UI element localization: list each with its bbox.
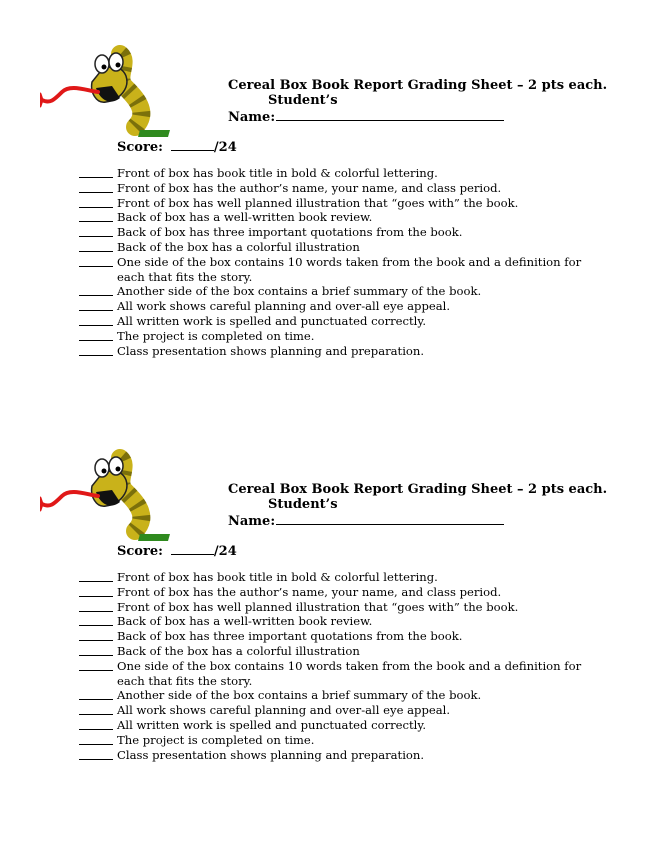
points-blank[interactable] — [79, 181, 113, 193]
score-field[interactable] — [117, 138, 237, 155]
score-label: Score: — [117, 544, 163, 559]
name-label: Name: — [228, 514, 276, 529]
student-label: Student’s — [268, 497, 338, 512]
criteria-item: The project is completed on time. — [79, 329, 599, 344]
score-total: /24 — [213, 140, 237, 155]
criteria-item: Front of box has book title in bold & colorful lettering. — [79, 570, 599, 585]
criteria-item: Back of box has a well-written book review. — [79, 210, 599, 225]
student-label: Student’s — [268, 93, 338, 108]
criteria-item: Another side of the box contains a brief summary of the book. — [79, 688, 599, 703]
points-blank[interactable] — [79, 703, 113, 715]
points-blank[interactable] — [79, 299, 113, 311]
points-blank[interactable] — [79, 748, 113, 760]
points-blank[interactable] — [79, 210, 113, 222]
criteria-item: Back of the box has a colorful illustration — [79, 240, 599, 255]
points-blank[interactable] — [79, 659, 113, 671]
criteria-item: Front of box has well planned illustration that “goes with” the book. — [79, 196, 599, 211]
points-blank[interactable] — [79, 570, 113, 582]
score-field[interactable] — [117, 542, 237, 559]
points-blank[interactable] — [79, 614, 113, 626]
criteria-item: All written work is spelled and punctuated correctly. — [79, 718, 599, 733]
points-blank[interactable] — [79, 585, 113, 597]
criteria-list — [79, 570, 599, 762]
criteria-item: Back of box has three important quotations from the book. — [79, 629, 599, 644]
criteria-item: The project is completed on time. — [79, 733, 599, 748]
criteria-item: All written work is spelled and punctuated correctly. — [79, 314, 599, 329]
criteria-list — [79, 166, 599, 358]
grading-sheet — [0, 0, 663, 400]
score-label: Score: — [117, 140, 163, 155]
criteria-item: Another side of the box contains a brief summary of the book. — [79, 284, 599, 299]
worm-mascot-icon — [40, 42, 190, 142]
name-field[interactable] — [228, 108, 504, 125]
score-blank[interactable] — [171, 542, 214, 555]
criteria-item: One side of the box contains 10 words taken from the book and a definition for each that fits the story. — [79, 255, 599, 285]
grading-sheet — [0, 404, 663, 804]
criteria-item: All work shows careful planning and over-all eye appeal. — [79, 299, 599, 314]
points-blank[interactable] — [79, 733, 113, 745]
points-blank[interactable] — [79, 688, 113, 700]
criteria-item: Back of box has a well-written book review. — [79, 614, 599, 629]
points-blank[interactable] — [79, 629, 113, 641]
points-blank[interactable] — [79, 225, 113, 237]
criteria-item: One side of the box contains 10 words taken from the book and a definition for each that fits the story. — [79, 659, 599, 689]
name-field[interactable] — [228, 512, 504, 529]
criteria-item: All work shows careful planning and over-all eye appeal. — [79, 703, 599, 718]
points-blank[interactable] — [79, 644, 113, 656]
sheet-title: Cereal Box Book Report Grading Sheet – 2 pts each. — [228, 78, 608, 93]
criteria-item: Front of box has well planned illustration that “goes with” the book. — [79, 600, 599, 615]
sheet-title: Cereal Box Book Report Grading Sheet – 2 pts each. — [228, 482, 608, 497]
name-blank[interactable] — [276, 512, 504, 525]
points-blank[interactable] — [79, 240, 113, 252]
name-label: Name: — [228, 110, 276, 125]
name-blank[interactable] — [276, 108, 504, 121]
points-blank[interactable] — [79, 166, 113, 178]
points-blank[interactable] — [79, 314, 113, 326]
points-blank[interactable] — [79, 255, 113, 267]
criteria-item: Back of the box has a colorful illustration — [79, 644, 599, 659]
criteria-item: Front of box has the author’s name, your name, and class period. — [79, 181, 599, 196]
score-total: /24 — [213, 544, 237, 559]
points-blank[interactable] — [79, 196, 113, 208]
points-blank[interactable] — [79, 718, 113, 730]
criteria-item: Back of box has three important quotations from the book. — [79, 225, 599, 240]
points-blank[interactable] — [79, 344, 113, 356]
score-blank[interactable] — [171, 138, 214, 151]
criteria-item: Class presentation shows planning and preparation. — [79, 344, 599, 359]
points-blank[interactable] — [79, 600, 113, 612]
points-blank[interactable] — [79, 284, 113, 296]
criteria-item: Front of box has book title in bold & colorful lettering. — [79, 166, 599, 181]
criteria-item: Class presentation shows planning and preparation. — [79, 748, 599, 763]
criteria-item: Front of box has the author’s name, your name, and class period. — [79, 585, 599, 600]
worm-mascot-icon — [40, 446, 190, 546]
points-blank[interactable] — [79, 329, 113, 341]
